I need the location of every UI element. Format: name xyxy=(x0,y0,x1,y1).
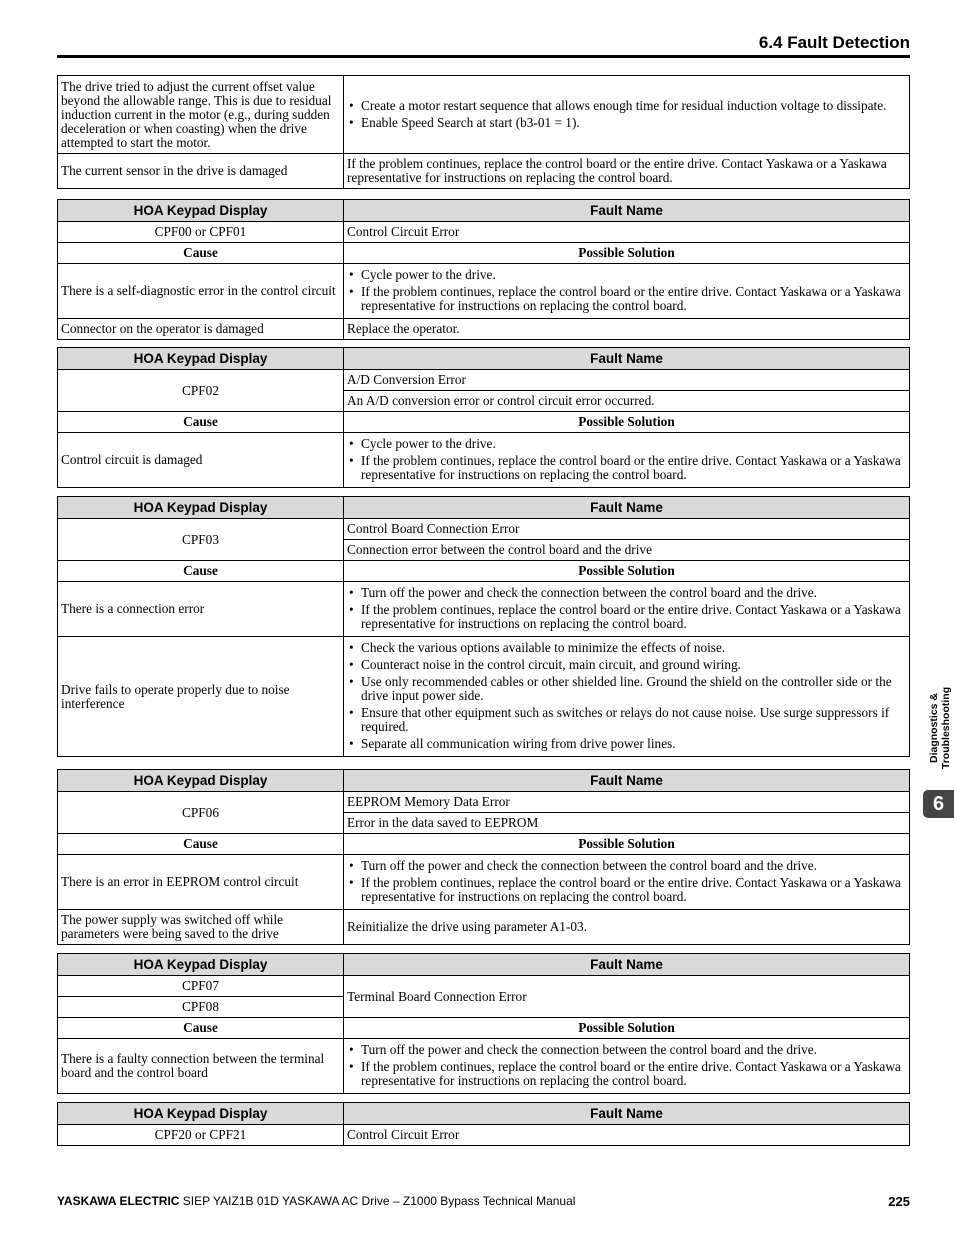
table-row xyxy=(58,319,910,340)
fault-description: An A/D conversion error or control circuit error occurred. xyxy=(344,391,910,412)
keypad-display-code: CPF03 xyxy=(58,519,344,561)
display-column-header: HOA Keypad Display xyxy=(58,770,344,792)
solution-cell: If the problem continues, replace the control board or the entire drive. Contact Yaskawa or a Yaskawa representative for instructions on replacing the control board. xyxy=(344,154,910,189)
cause-cell: Connector on the operator is damaged xyxy=(58,319,344,340)
fault-table-cpf03 xyxy=(57,496,910,757)
solution-item: • Turn off the power and check the connection between the control board and the drive. xyxy=(347,586,906,600)
cause-cell: There is a faulty connection between the terminal board and the control board xyxy=(58,1039,344,1094)
table-row xyxy=(58,910,910,945)
cause-cell: There is a self-diagnostic error in the control circuit xyxy=(58,264,344,319)
fault-name: Control Board Connection Error xyxy=(344,519,910,540)
fault-description: Error in the data saved to EEPROM xyxy=(344,813,910,834)
solution-column-header: Possible Solution xyxy=(344,834,910,855)
fault-table-cpf00 xyxy=(57,199,910,340)
keypad-display-code: CPF07 xyxy=(58,976,344,997)
footer-manual-title: SIEP YAIZ1B 01D YASKAWA AC Drive – Z1000 Bypass Technical Manual xyxy=(179,1194,576,1208)
solution-item: • If the problem continues, replace the control board or the entire drive. Contact Yaskawa or a Yaskawa representative for instructions on replacing the control board. xyxy=(347,285,906,313)
table-row xyxy=(58,433,910,488)
table-row xyxy=(58,1039,910,1094)
solution-item: • Counteract noise in the control circuit, main circuit, and ground wiring. xyxy=(347,658,906,672)
solution-cell xyxy=(344,855,910,910)
table-row xyxy=(58,582,910,637)
display-column-header: HOA Keypad Display xyxy=(58,348,344,370)
fault-table-cpf02 xyxy=(57,347,910,488)
fault-column-header: Fault Name xyxy=(344,497,910,519)
solution-item: • Enable Speed Search at start (b3-01 = 1). xyxy=(347,116,906,130)
solution-cell: Reinitialize the drive using parameter A1-03. xyxy=(344,910,910,945)
fault-column-header: Fault Name xyxy=(344,770,910,792)
cause-column-header: Cause xyxy=(58,412,344,433)
keypad-display-code: CPF08 xyxy=(58,997,344,1018)
display-column-header: HOA Keypad Display xyxy=(58,1103,344,1125)
fault-description: Connection error between the control board and the drive xyxy=(344,540,910,561)
display-column-header: HOA Keypad Display xyxy=(58,954,344,976)
solution-cell xyxy=(344,264,910,319)
cause-cell: The current sensor in the drive is damaged xyxy=(58,154,344,189)
solution-column-header: Possible Solution xyxy=(344,412,910,433)
fault-table-continued xyxy=(57,75,910,189)
fault-name: Control Circuit Error xyxy=(344,222,910,243)
page-number: 225 xyxy=(888,1194,910,1209)
table-row xyxy=(58,855,910,910)
solution-cell: Replace the operator. xyxy=(344,319,910,340)
cause-cell: There is a connection error xyxy=(58,582,344,637)
solution-item: • Ensure that other equipment such as switches or relays do not cause noise. Use surge suppressors if required. xyxy=(347,706,906,734)
solution-item: • If the problem continues, replace the control board or the entire drive. Contact Yaskawa or a Yaskawa representative for instructions on replacing the control board. xyxy=(347,1060,906,1088)
chapter-title: Diagnostics & Troubleshooting xyxy=(928,686,952,770)
keypad-display-code: CPF00 or CPF01 xyxy=(58,222,344,243)
fault-column-header: Fault Name xyxy=(344,200,910,222)
table-row xyxy=(58,154,910,189)
solution-item: • If the problem continues, replace the control board or the entire drive. Contact Yaskawa or a Yaskawa representative for instructions on replacing the control board. xyxy=(347,454,906,482)
cause-cell: The power supply was switched off while parameters were being saved to the drive xyxy=(58,910,344,945)
solution-item: • If the problem continues, replace the control board or the entire drive. Contact Yaskawa or a Yaskawa representative for instructions on replacing the control board. xyxy=(347,876,906,904)
solution-item: • Create a motor restart sequence that allows enough time for residual induction voltage to dissipate. xyxy=(347,99,906,113)
solution-item: • Cycle power to the drive. xyxy=(347,268,906,282)
solution-column-header: Possible Solution xyxy=(344,243,910,264)
cause-cell: There is an error in EEPROM control circuit xyxy=(58,855,344,910)
table-row xyxy=(58,637,910,757)
page-footer xyxy=(57,1194,910,1208)
fault-name: EEPROM Memory Data Error xyxy=(344,792,910,813)
cause-column-header: Cause xyxy=(58,243,344,264)
fault-column-header: Fault Name xyxy=(344,954,910,976)
fault-name: Control Circuit Error xyxy=(344,1125,910,1146)
chapter-side-label xyxy=(922,680,952,780)
keypad-display-code: CPF06 xyxy=(58,792,344,834)
display-column-header: HOA Keypad Display xyxy=(58,200,344,222)
solution-cell xyxy=(344,76,910,154)
solution-column-header: Possible Solution xyxy=(344,1018,910,1039)
fault-table-cpf20 xyxy=(57,1102,910,1146)
cause-cell: Control circuit is damaged xyxy=(58,433,344,488)
solution-item: • If the problem continues, replace the control board or the entire drive. Contact Yaskawa or a Yaskawa representative for instructions on replacing the control board. xyxy=(347,603,906,631)
footer-company: YASKAWA ELECTRIC xyxy=(57,1194,180,1208)
cause-cell: Drive fails to operate properly due to noise interference xyxy=(58,637,344,757)
fault-name: Terminal Board Connection Error xyxy=(344,976,910,1018)
solution-item: • Check the various options available to minimize the effects of noise. xyxy=(347,641,906,655)
solution-item: • Use only recommended cables or other shielded line. Ground the shield on the controller side or the drive input power side. xyxy=(347,675,906,703)
table-row xyxy=(58,264,910,319)
table-row xyxy=(58,76,910,154)
solution-cell xyxy=(344,637,910,757)
cause-column-header: Cause xyxy=(58,561,344,582)
cause-cell: The drive tried to adjust the current offset value beyond the allowable range. This is due to residual induction current in the motor (e.g., during sudden deceleration or when coasting) when the drive attempted to start the motor. xyxy=(58,76,344,154)
solution-item: • Turn off the power and check the connection between the control board and the drive. xyxy=(347,859,906,873)
cause-column-header: Cause xyxy=(58,834,344,855)
fault-column-header: Fault Name xyxy=(344,1103,910,1125)
display-column-header: HOA Keypad Display xyxy=(58,497,344,519)
solution-column-header: Possible Solution xyxy=(344,561,910,582)
fault-table-cpf07 xyxy=(57,953,910,1094)
solution-item: • Cycle power to the drive. xyxy=(347,437,906,451)
cause-column-header: Cause xyxy=(58,1018,344,1039)
chapter-number-tab: 6 xyxy=(923,790,954,818)
solution-cell xyxy=(344,582,910,637)
fault-table-cpf06 xyxy=(57,769,910,945)
keypad-display-code: CPF02 xyxy=(58,370,344,412)
section-title: 6.4 Fault Detection xyxy=(758,33,910,52)
solution-item: • Turn off the power and check the connection between the control board and the drive. xyxy=(347,1043,906,1057)
solution-cell xyxy=(344,1039,910,1094)
solution-cell xyxy=(344,433,910,488)
solution-item: • Separate all communication wiring from drive power lines. xyxy=(347,737,906,751)
fault-column-header: Fault Name xyxy=(344,348,910,370)
keypad-display-code: CPF20 or CPF21 xyxy=(58,1125,344,1146)
page-header xyxy=(57,33,910,58)
fault-name: A/D Conversion Error xyxy=(344,370,910,391)
